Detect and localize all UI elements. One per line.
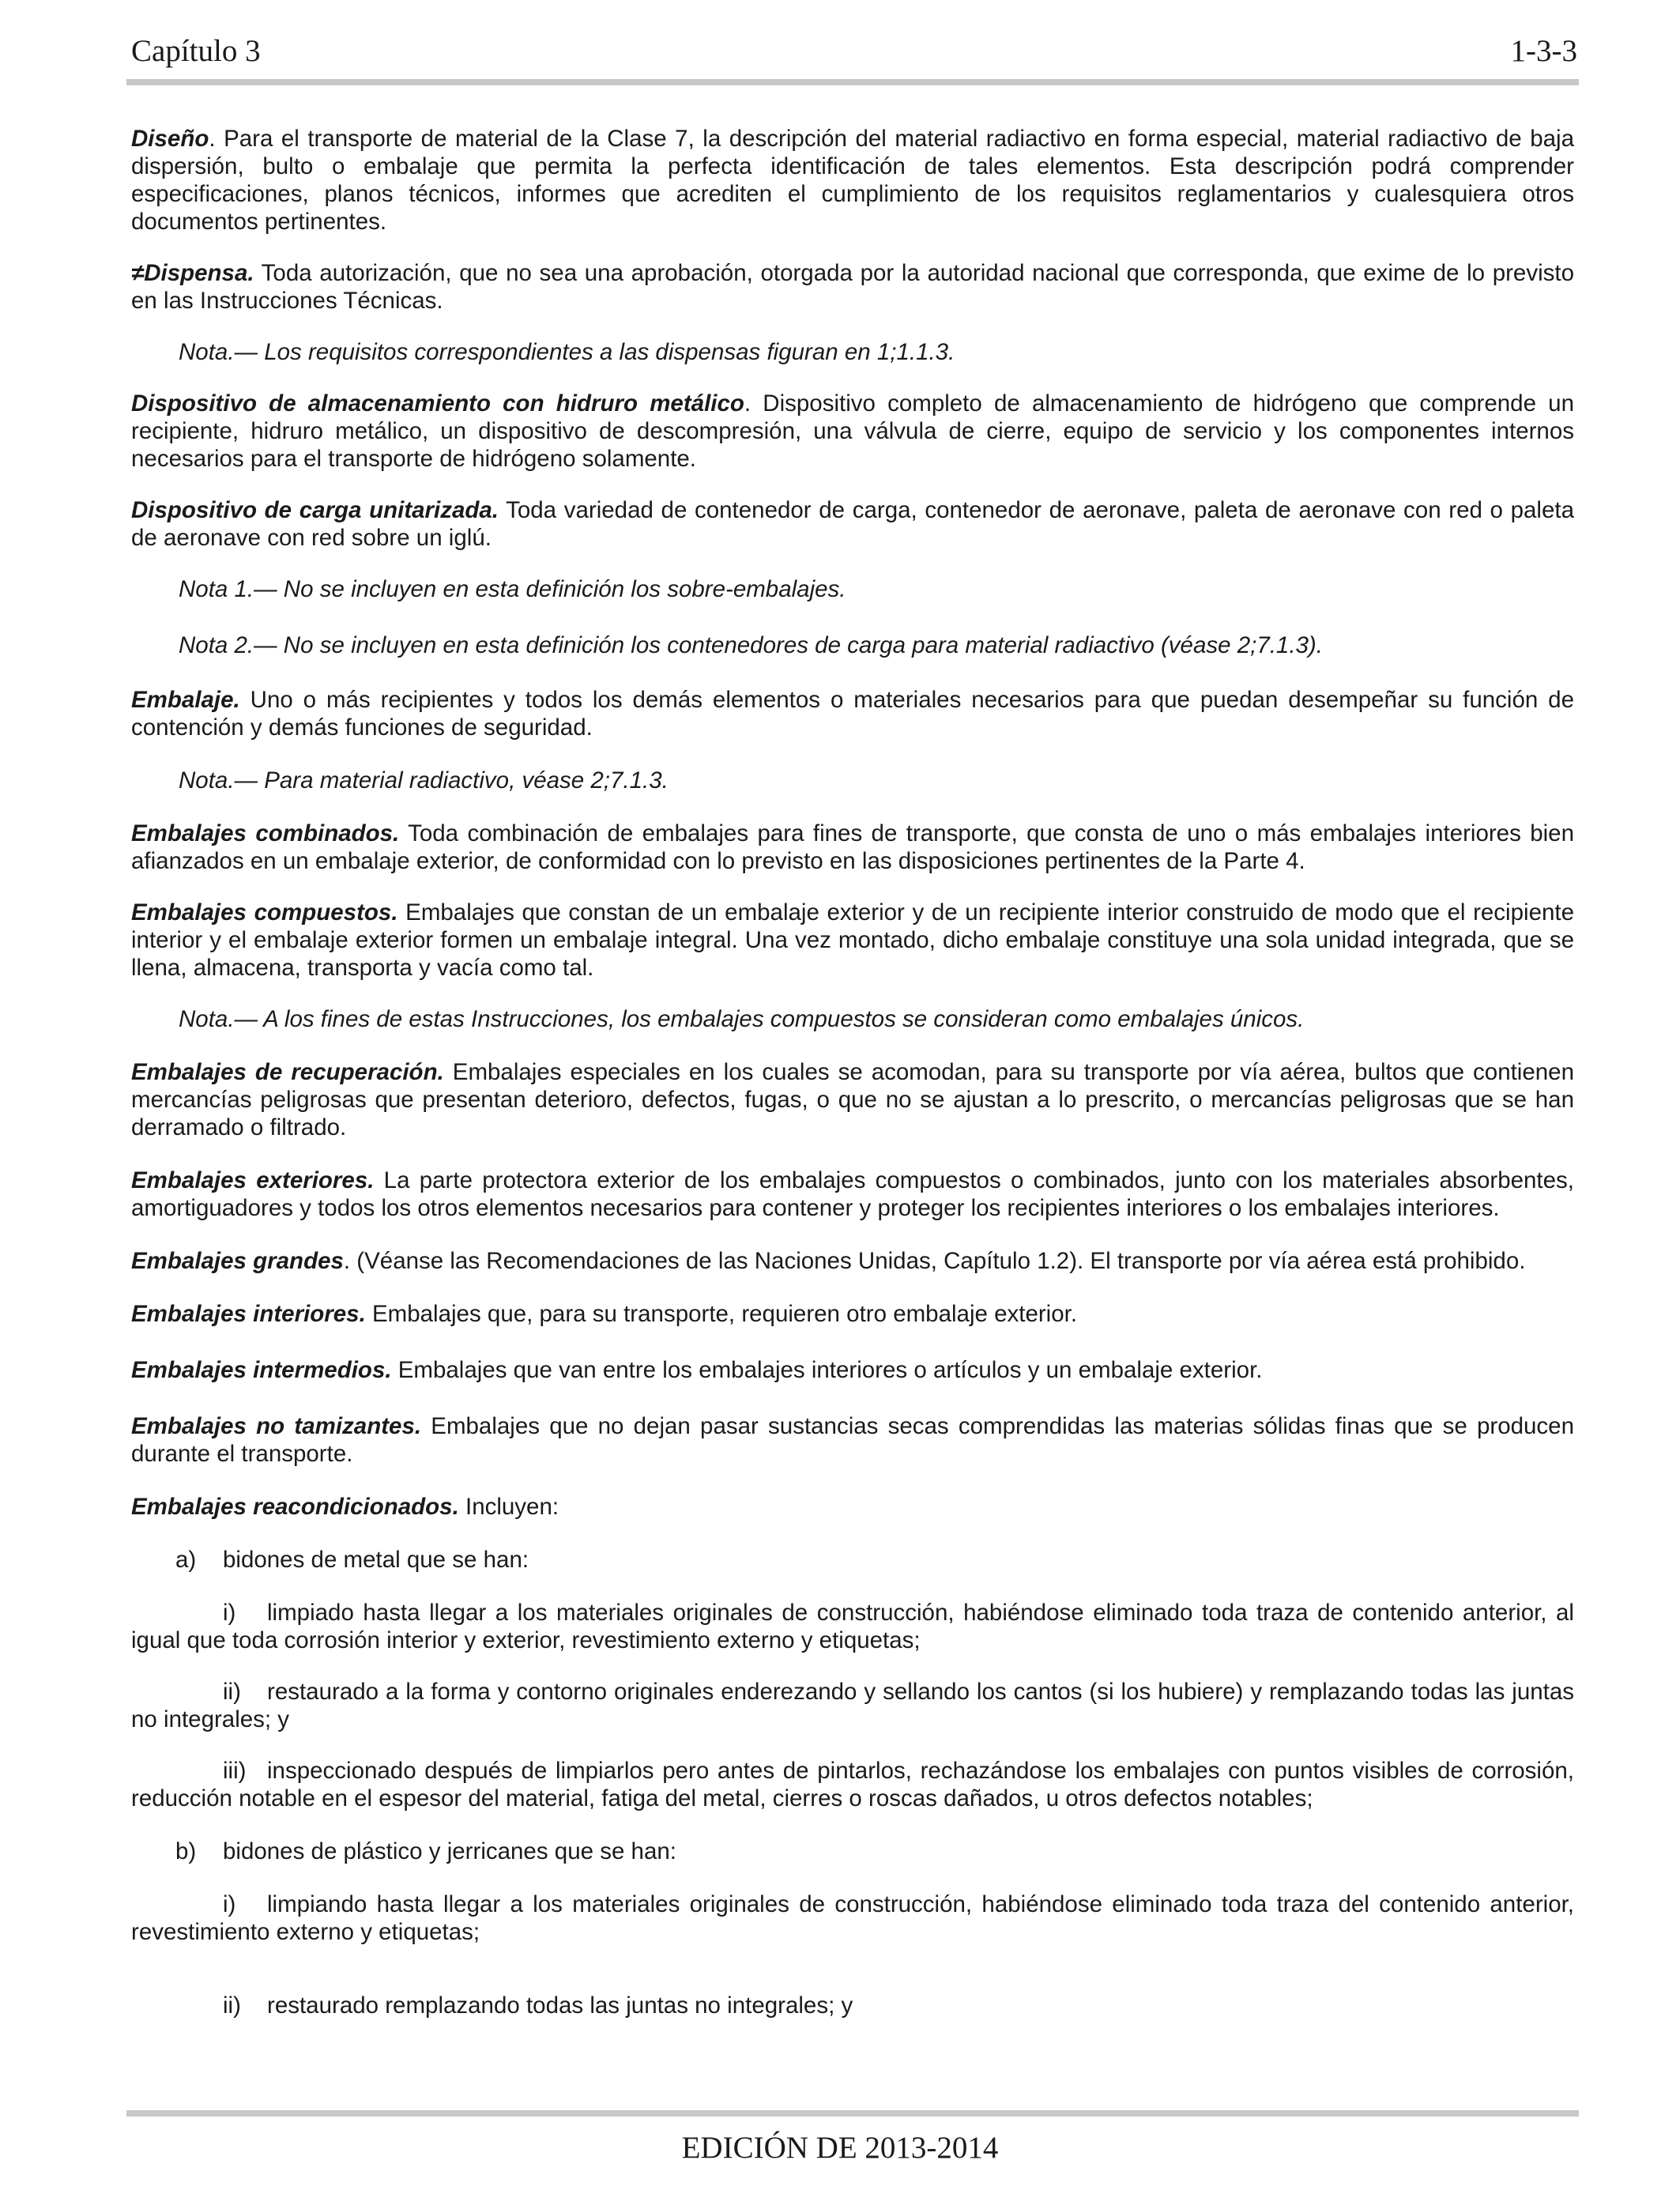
list-text: limpiando hasta llegar a los materiales originales de construcción, habiéndose eliminado toda traza del contenido anterior, revestimiento externo y etiquetas; [131,1891,1574,1945]
chapter-title: Capítulo 3 [131,34,261,68]
definition-compuestos [131,899,1574,982]
note: Nota 1.— No se incluyen en esta definición los sobre-embalajes. [179,576,846,602]
term: Embalajes exteriores. [131,1167,375,1193]
note: Nota.— A los fines de estas Instrucciones, los embalajes compuestos se consideran como embalajes únicos. [179,1006,1305,1032]
list-label: i) [223,1891,236,1917]
term: Embalajes reacondicionados. [131,1494,459,1520]
definition-embalaje [131,686,1574,741]
term: Embalaje. [131,687,240,713]
document-body [131,125,1574,2019]
definition-reacondicionados [131,1493,1574,1521]
definition-text: Embalajes que constan de un embalaje exterior y de un recipiente interior construido de modo que el recipiente interior y el embalaje exterior formen un embalaje integral. Una vez montado, dicho embalaje constituye una sola unidad integrada, que se llena, almacena, transporta y vacía como tal. [131,899,1574,981]
list-text: restaurado remplazando todas las juntas no integrales; y [267,1992,853,2019]
list-label: ii) [223,1992,241,2019]
list-item-b [131,1838,1574,1865]
list-text: restaurado a la forma y contorno originales enderezando y sellando los cantos (si los hubiere) y remplazando todas las juntas no integrales; y [131,1679,1574,1732]
definition-text: Embalajes que, para su transporte, requieren otro embalaje exterior. [365,1301,1078,1327]
definition-text: Embalajes que no dejan pasar sustancias secas comprendidas las materias sólidas finas que se producen durante el transporte. [131,1413,1574,1467]
term: Dispositivo de almacenamiento con hidruro metálico [131,390,744,417]
term: Diseño [131,126,209,152]
list-label: i) [223,1600,236,1626]
definition-text: Incluyen: [458,1494,559,1520]
sublist-item [131,1599,1574,1654]
list-label: iii) [223,1758,247,1784]
list-label: ii) [223,1679,241,1705]
definition-text: Toda variedad de contenedor de carga, contenedor de aeronave, paleta de aeronave con red o paleta de aeronave con red sobre un iglú. [131,497,1574,551]
definition-text: Embalajes que van entre los embalajes interiores o artículos y un embalaje exterior. [391,1357,1263,1383]
term: ≠Dispensa. [131,260,254,286]
definition-text: La parte protectora exterior de los embalajes compuestos o combinados, junto con los materiales absorbentes, amortiguadores y todos los otros elementos necesarios para contener y proteger los recipientes interiores o los embalajes interiores. [131,1167,1574,1221]
sublist-item [131,1992,1574,2019]
sublist-item [131,1757,1574,1812]
list-text: limpiado hasta llegar a los materiales originales de construcción, habiéndose eliminado toda traza de contenido anterior, al igual que toda corrosión interior y exterior, revestimiento externo y etiquetas; [131,1600,1574,1653]
definition-grandes [131,1247,1574,1275]
term: Embalajes de recuperación. [131,1059,444,1085]
term: Embalajes compuestos. [131,899,398,925]
list-label: b) [175,1838,197,1864]
definition-exteriores [131,1167,1574,1222]
list-text: bidones de plástico y jerricanes que se han: [223,1838,676,1864]
page-number: 1-3-3 [1510,34,1577,68]
list-text: inspeccionado después de limpiarlos pero antes de pintarlos, rechazándose los embalajes con puntos visibles de corrosión, reducción notable en el espesor del material, fatiga del metal, cierres o roscas dañados, u otros defectos notables; [131,1758,1574,1811]
edition-footer: EDICIÓN DE 2013-2014 [681,2131,999,2165]
note: Nota.— Para material radiactivo, véase 2;7.1.3. [179,767,669,794]
definition-carga-unitarizada [131,496,1574,552]
definition-combinados [131,820,1574,875]
list-item-a [131,1546,1574,1574]
definition-interiores [131,1300,1574,1328]
note: Nota 2.— No se incluyen en esta definición los contenedores de carga para material radiactivo (véase 2;7.1.3). [179,632,1323,658]
definition-text: . Dispositivo completo de almacenamiento de hidrógeno que comprende un recipiente, hidruro metálico, un dispositivo de descompresión, una válvula de cierre, equipo de servicio y los componentes internos necesarios para el transporte de hidrógeno solamente. [131,390,1574,472]
definition-text: Toda autorización, que no sea una aprobación, otorgada por la autoridad nacional que corresponda, que exime de lo previsto en las Instrucciones Técnicas. [131,260,1574,314]
sublist-item [131,1891,1574,1946]
definition-text: Uno o más recipientes y todos los demás elementos o materiales necesarios para que puedan desempeñar su función de contención y demás funciones de seguridad. [131,687,1574,741]
term: Embalajes grandes [131,1248,344,1274]
header-rule [126,79,1579,85]
definition-text: . (Véanse las Recomendaciones de las Naciones Unidas, Capítulo 1.2). El transporte por vía aérea está prohibido. [343,1248,1526,1274]
list-text: bidones de metal que se han: [223,1547,529,1573]
definition-intermedios [131,1356,1574,1384]
definition-text: . Para el transporte de material de la Clase 7, la descripción del material radiactivo en forma especial, material radiactivo de baja dispersión, bulto o embalaje que permita la perfecta identificación de tales elementos. Esta descripción podrá comprender especificaciones, planos técnicos, informes que acrediten el cumplimiento de los requisitos reglamentarios y cualesquiera otros documentos pertinentes. [131,126,1574,235]
list-label: a) [175,1547,197,1573]
sublist-item [131,1678,1574,1733]
term: Embalajes no tamizantes. [131,1413,422,1439]
definition-no-tamizantes [131,1412,1574,1468]
definition-text: Embalajes especiales en los cuales se acomodan, para su transporte por vía aérea, bultos que contienen mercancías peligrosas que presentan deterioro, defectos, fugas, o que no se ajustan a lo prescrito, o mercancías peligrosas que se han derramado o filtrado. [131,1059,1574,1140]
term: Embalajes combinados. [131,820,400,846]
term: Embalajes interiores. [131,1301,366,1327]
definition-diseno [131,125,1574,236]
definition-hidruro [131,390,1574,473]
note: Nota.— Los requisitos correspondientes a las dispensas figuran en 1;1.1.3. [179,339,955,365]
page-header [131,33,1577,73]
definition-dispensa [131,259,1574,315]
term: Dispositivo de carga unitarizada. [131,497,499,523]
definition-text: Toda combinación de embalajes para fines de transporte, que consta de uno o más embalajes interiores bien afianzados en un embalaje exterior, de conformidad con lo previsto en las disposiciones pertinentes de la Parte 4. [131,820,1574,874]
footer-rule [126,2110,1579,2117]
definition-recuperacion [131,1058,1574,1141]
term: Embalajes intermedios. [131,1357,392,1383]
